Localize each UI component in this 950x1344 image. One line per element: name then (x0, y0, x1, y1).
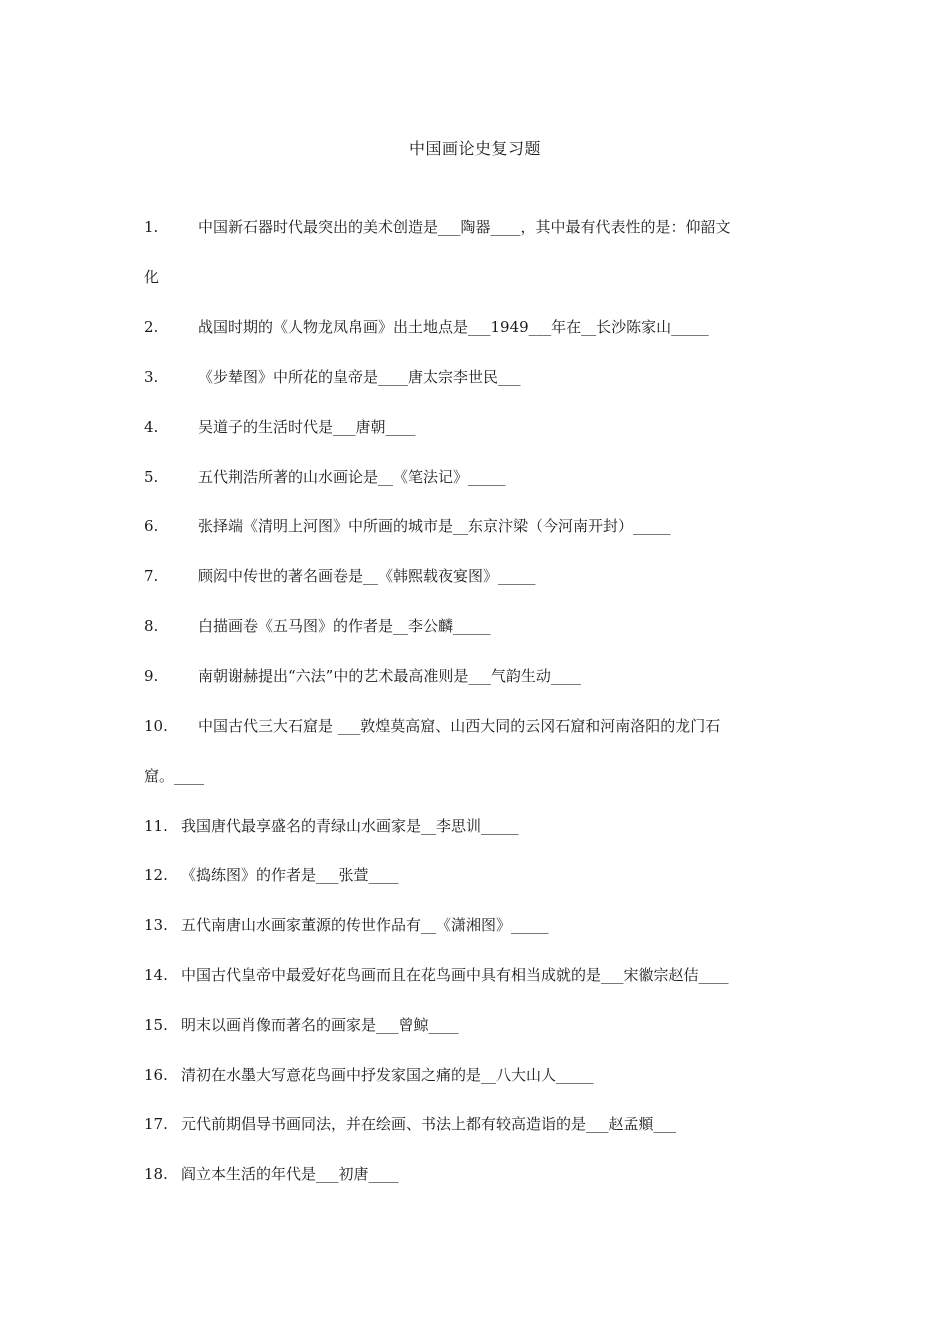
question-item (144, 1014, 804, 1036)
question-number: 14. (144, 966, 168, 984)
question-item (144, 216, 804, 238)
question-item (144, 964, 804, 986)
question-item (144, 615, 804, 637)
question-text: 张择端《清明上河图》中所画的城市是__东京汴梁（今河南开封）_____ (198, 517, 671, 535)
question-item (144, 366, 804, 388)
question-number: 10. (144, 717, 168, 735)
question-number: 4. (144, 418, 159, 436)
question-number: 8. (144, 617, 159, 635)
question-item (144, 515, 804, 537)
question-number: 7. (144, 567, 159, 585)
question-text: 顾闳中传世的著名画卷是__《韩熙载夜宴图》_____ (198, 567, 536, 585)
question-text: 中国新石器时代最突出的美术创造是___陶器____，其中最有代表性的是：仰韶文 (198, 218, 731, 236)
question-item (144, 316, 804, 338)
question-number: 12. (144, 866, 168, 884)
question-text: 明末以画肖像而著名的画家是___曾鲸____ (181, 1016, 459, 1034)
question-text: 吴道子的生活时代是___唐朝____ (198, 418, 416, 436)
question-text: 《捣练图》的作者是___张萱____ (181, 866, 399, 884)
question-item (144, 1163, 804, 1185)
question-text: 战国时期的《人物龙凤帛画》出土地点是___1949___年在__长沙陈家山_____ (198, 318, 709, 336)
question-item (144, 1113, 804, 1135)
question-number: 16. (144, 1066, 168, 1084)
question-text: 阎立本生活的年代是___初唐____ (181, 1165, 399, 1183)
question-text: 五代南唐山水画家董源的传世作品有__《潇湘图》_____ (181, 916, 549, 934)
question-text: 《步辇图》中所花的皇帝是____唐太宗李世民___ (198, 368, 521, 386)
question-text: 我国唐代最享盛名的青绿山水画家是__李思训_____ (181, 817, 519, 835)
question-item (144, 466, 804, 488)
question-item (144, 565, 804, 587)
question-text: 白描画卷《五马图》的作者是__李公麟_____ (198, 617, 491, 635)
question-item (144, 1064, 804, 1086)
question-item (144, 416, 804, 438)
question-number: 1. (144, 218, 159, 236)
question-number: 18. (144, 1165, 168, 1183)
question-continuation: 化 (144, 268, 160, 286)
question-text: 清初在水墨大写意花鸟画中抒发家国之痛的是__八大山人_____ (181, 1066, 594, 1084)
question-item (144, 914, 804, 936)
question-item (144, 815, 804, 837)
question-number: 3. (144, 368, 159, 386)
question-number: 13. (144, 916, 168, 934)
question-number: 11. (144, 817, 168, 835)
question-number: 17. (144, 1115, 168, 1133)
question-text: 中国古代三大石窟是 ___敦煌莫高窟、山西大同的云冈石窟和河南洛阳的龙门石 (198, 717, 721, 735)
page-title: 中国画论史复习题 (408, 139, 541, 158)
question-number: 15. (144, 1016, 168, 1034)
question-number: 9. (144, 667, 159, 685)
question-text: 中国古代皇帝中最爱好花鸟画而且在花鸟画中具有相当成就的是___宋徽宗赵佶____ (181, 966, 729, 984)
question-continuation: 窟。____ (144, 767, 205, 785)
question-number: 5. (144, 468, 159, 486)
question-number: 6. (144, 517, 159, 535)
question-text: 南朝谢赫提出“六法”中的艺术最高准则是___气韵生动____ (198, 667, 581, 685)
question-item (144, 864, 804, 886)
question-item (144, 715, 804, 737)
question-number: 2. (144, 318, 159, 336)
question-item (144, 665, 804, 687)
question-text: 元代前期倡导书画同法，并在绘画、书法上都有较高造诣的是___赵孟頫___ (181, 1115, 677, 1133)
question-text: 五代荆浩所著的山水画论是__《笔法记》_____ (198, 468, 506, 486)
